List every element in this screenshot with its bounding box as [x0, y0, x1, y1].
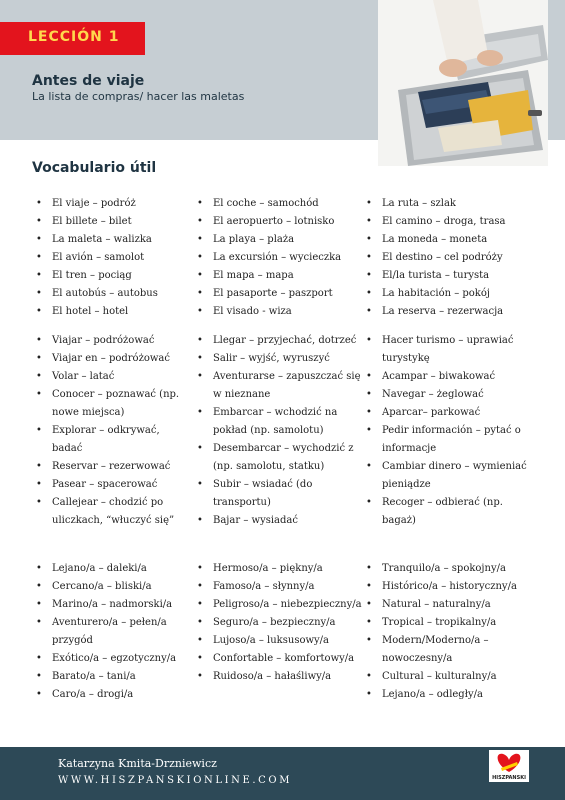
- list-item: • Viajar en – podróżować: [32, 350, 192, 368]
- list-item: • Explorar – odkrywać, badać: [32, 422, 192, 458]
- vocab-list-nouns-3: [362, 195, 527, 321]
- list-item: • La maleta – walizka: [32, 231, 192, 249]
- list-item: • La moneda – moneta: [362, 231, 527, 249]
- list-item: • El camino – droga, trasa: [362, 213, 527, 231]
- list-item: • La ruta – szlak: [362, 195, 527, 213]
- website-link[interactable]: WWW.HISZPANSKIONLINE.COM: [58, 775, 293, 786]
- list-item: • Reservar – rezerwować: [32, 458, 192, 476]
- list-item: • El visado - wiza: [193, 303, 363, 321]
- list-item: • Hacer turismo – uprawiać turystykę: [362, 332, 527, 368]
- vocab-list-nouns-2: [193, 195, 363, 321]
- list-item: • Desembarcar – wychodzić z (np. samolotu, statku): [193, 440, 363, 476]
- list-item: • Bajar – wysiadać: [193, 512, 363, 530]
- list-item: • Tranquilo/a – spokojny/a: [362, 560, 527, 578]
- list-item: • Cultural – kulturalny/a: [362, 668, 527, 686]
- list-item: • Seguro/a – bezpieczny/a: [193, 614, 363, 632]
- list-item: • Confortable – komfortowy/a: [193, 650, 363, 668]
- list-item: • Callejear – chodzić po uliczkach, “włuczyć się”: [32, 494, 192, 530]
- list-item: • Barato/a – tani/a: [32, 668, 192, 686]
- list-item: • Natural – naturalny/a: [362, 596, 527, 614]
- list-item: • Caro/a – drogi/a: [32, 686, 192, 704]
- list-item: • Conocer – poznawać (np. nowe miejsca): [32, 386, 192, 422]
- list-item: • El tren – pociąg: [32, 267, 192, 285]
- list-item: • La reserva – rezerwacja: [362, 303, 527, 321]
- list-item: • Marino/a – nadmorski/a: [32, 596, 192, 614]
- lesson-badge: [0, 22, 145, 55]
- vocab-list-nouns-1: [32, 195, 192, 321]
- section-title: Vocabulario útil: [32, 160, 157, 176]
- list-item: • Tropical – tropikalny/a: [362, 614, 527, 632]
- list-item: • Pedir información – pytać o informacje: [362, 422, 527, 458]
- list-item: • La playa – plaża: [193, 231, 363, 249]
- list-item: • El hotel – hotel: [32, 303, 192, 321]
- list-item: • La excursión – wycieczka: [193, 249, 363, 267]
- author-name: Katarzyna Kmita-Drzniewicz: [58, 757, 217, 770]
- vocab-list-verbs-1: [32, 332, 192, 530]
- list-item: • Cambiar dinero – wymieniać pieniądze: [362, 458, 527, 494]
- list-item: • Subir – wsiadać (do transportu): [193, 476, 363, 512]
- list-item: • Llegar – przyjechać, dotrzeć: [193, 332, 363, 350]
- list-item: • El mapa – mapa: [193, 267, 363, 285]
- list-item: • Aparcar– parkować: [362, 404, 527, 422]
- list-item: • Aventurarse – zapuszczać się w nieznane: [193, 368, 363, 404]
- list-item: • El billete – bilet: [32, 213, 192, 231]
- list-item: • El/la turista – turysta: [362, 267, 527, 285]
- list-item: • Cercano/a – bliski/a: [32, 578, 192, 596]
- list-item: • Recoger – odbierać (np. bagaż): [362, 494, 527, 530]
- suitcase-illustration: [378, 0, 548, 166]
- list-item: • Lejano/a – daleki/a: [32, 560, 192, 578]
- list-item: • El coche – samochód: [193, 195, 363, 213]
- list-item: • El autobús – autobus: [32, 285, 192, 303]
- vocab-list-adjectives-3: [362, 560, 527, 704]
- vocab-list-verbs-2: [193, 332, 363, 530]
- list-item: • Lujoso/a – luksusowy/a: [193, 632, 363, 650]
- list-item: • Histórico/a – historyczny/a: [362, 578, 527, 596]
- vocab-list-adjectives-2: [193, 560, 363, 686]
- list-item: • Peligroso/a – niebezpieczny/a: [193, 596, 363, 614]
- brand-logo: [487, 748, 531, 784]
- footer-bar: [0, 747, 565, 800]
- page-title: Antes de viaje: [32, 73, 145, 89]
- list-item: • Modern/Moderno/a – nowoczesny/a: [362, 632, 527, 668]
- list-item: • Acampar – biwakować: [362, 368, 527, 386]
- list-item: • Volar – latać: [32, 368, 192, 386]
- vocab-list-verbs-3: [362, 332, 527, 530]
- list-item: • El aeropuerto – lotnisko: [193, 213, 363, 231]
- list-item: • Ruidoso/a – hałaśliwy/a: [193, 668, 363, 686]
- list-item: • Famoso/a – słynny/a: [193, 578, 363, 596]
- list-item: • El avión – samolot: [32, 249, 192, 267]
- vocab-list-adjectives-1: [32, 560, 192, 704]
- lesson-badge-label: LECCIÓN 1: [28, 29, 120, 45]
- logo-text: HISZPANSKI: [492, 775, 526, 781]
- suitcase-photo: [378, 0, 548, 166]
- list-item: • Salir – wyjść, wyruszyć: [193, 350, 363, 368]
- list-item: • Navegar – żeglować: [362, 386, 527, 404]
- heart-logo-icon: [487, 748, 531, 784]
- list-item: • Aventurero/a – pełen/a przygód: [32, 614, 192, 650]
- list-item: • Exótico/a – egzotyczny/a: [32, 650, 192, 668]
- list-item: • Hermoso/a – piękny/a: [193, 560, 363, 578]
- list-item: • Pasear – spacerować: [32, 476, 192, 494]
- page-subtitle: La lista de compras/ hacer las maletas: [32, 90, 245, 103]
- list-item: • Lejano/a – odległy/a: [362, 686, 527, 704]
- list-item: • El destino – cel podróży: [362, 249, 527, 267]
- list-item: • Embarcar – wchodzić na pokład (np. samolotu): [193, 404, 363, 440]
- list-item: • La habitación – pokój: [362, 285, 527, 303]
- list-item: • Viajar – podróżować: [32, 332, 192, 350]
- list-item: • El pasaporte – paszport: [193, 285, 363, 303]
- list-item: • El viaje – podróż: [32, 195, 192, 213]
